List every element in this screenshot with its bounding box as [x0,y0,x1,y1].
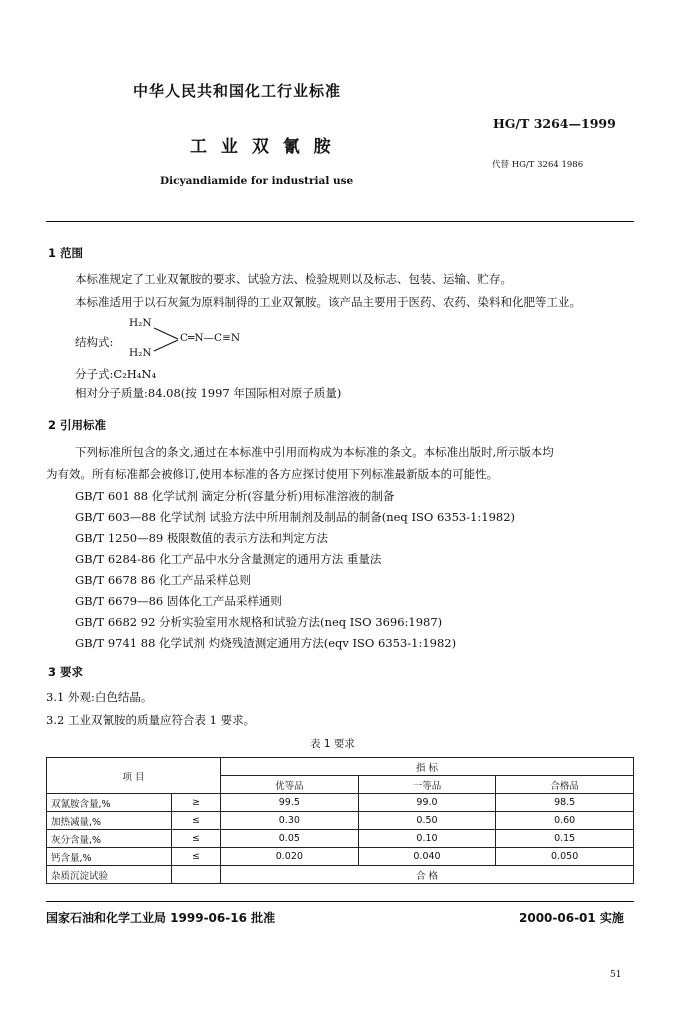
row-symbol: ≤ [172,812,221,830]
footer-rule [46,901,634,902]
structure-top-group: H₂N [129,317,152,329]
ref-item: GB/T 1250—89 极限数值的表示方法和判定方法 [75,531,328,545]
row-value: 0.50 [358,812,496,830]
structure-bottom-group: H₂N [129,347,152,359]
section-2-para-line-1: 下列标准所包含的条文,通过在本标准中引用而构成为本标准的条文。本标准出版时,所示版本均 [75,445,554,459]
effective-date: 2000-06-01 实施 [519,911,624,925]
row-item: 加热减量,% [47,812,172,830]
row-item: 杂质沉淀试验 [47,866,172,884]
row-value: 0.60 [496,812,634,830]
grade-header: 合格品 [496,776,634,794]
table-row [47,848,634,866]
section-1-para-2: 本标准适用于以石灰氮为原料制得的工业双氰胺。该产品主要用于医药、农药、染料和化肥等工业。 [75,295,581,309]
row-value: 0.10 [358,830,496,848]
ref-item: GB/T 9741 88 化学试剂 灼烧残渣测定通用方法(eqv ISO 6353-1:1982) [75,636,457,650]
requirements-table [46,757,634,884]
document-title: 工 业 双 氰 胺 [190,137,335,157]
row-value: 98.5 [496,794,634,812]
col-index-header: 指 标 [221,758,634,776]
grade-header: 一等品 [358,776,496,794]
page-number: 51 [610,970,622,980]
ref-item: GB/T 601 88 化学试剂 滴定分析(容量分析)用标准溶液的制备 [75,489,395,503]
ref-item: GB/T 603—88 化学试剂 试验方法中所用制剂及制品的制备(neq ISO 6353-1:1982) [75,510,516,524]
row-symbol: ≤ [172,830,221,848]
section-2-heading: 2 引用标准 [48,418,107,432]
row-item: 灰分含量,% [47,830,172,848]
row-item: 双氰胺含量,% [47,794,172,812]
row-value: 0.05 [221,830,359,848]
table-row [47,794,634,812]
table-row [47,812,634,830]
header-rule [46,221,634,222]
structure-chain: C═N—C≡N [180,332,241,344]
section-1-heading: 1 范围 [48,246,84,260]
ref-item: GB/T 6682 92 分析实验室用水规格和试验方法(neq ISO 3696:1987) [75,615,443,629]
section-1-para-1: 本标准规定了工业双氰胺的要求、试验方法、检验规则以及标志、包装、运输、贮存。 [75,272,512,286]
requirement-3-2: 3.2 工业双氰胺的质量应符合表 1 要求。 [46,713,256,727]
row-symbol: ≥ [172,794,221,812]
table-caption: 表 1 要求 [310,738,355,750]
grade-header: 优等品 [221,776,359,794]
row-value: 0.050 [496,848,634,866]
ref-item: GB/T 6284-86 化工产品中水分含量测定的通用方法 重量法 [75,552,382,566]
row-symbol: ≤ [172,848,221,866]
row-value: 0.040 [358,848,496,866]
molecular-formula: 分子式:C₂H₄N₄ [75,367,157,381]
ref-item: GB/T 6679—86 固体化工产品采样通则 [75,594,282,608]
requirement-3-1: 3.1 外观:白色结晶。 [46,690,153,704]
row-value: 0.15 [496,830,634,848]
table-row [47,830,634,848]
col-item-header: 项 目 [47,758,221,794]
table-row [47,866,634,884]
approval-line: 国家石油和化学工业局 1999-06-16 批准 [46,911,276,925]
replaces-note: 代替 HG/T 3264 1986 [492,160,584,170]
table-header-row [47,758,634,776]
row-symbol [172,866,221,884]
row-value: 0.30 [221,812,359,830]
ref-item: GB/T 6678 86 化工产品采样总则 [75,573,252,587]
row-value: 合 格 [221,866,634,884]
row-value: 99.5 [221,794,359,812]
standard-number: HG/T 3264—1999 [493,116,616,131]
english-title: Dicyandiamide for industrial use [160,175,354,187]
row-value: 0.020 [221,848,359,866]
row-value: 99.0 [358,794,496,812]
section-2-para-line-2: 为有效。所有标准都会被修订,使用本标准的各方应探讨使用下列标准最新版本的可能性。 [46,467,499,481]
section-3-heading: 3 要求 [48,665,84,679]
structure-label: 结构式: [75,335,114,349]
molecular-mass: 相对分子质量:84.08(按 1997 年国际相对原子质量) [75,386,342,400]
org-title: 中华人民共和国化工行业标准 [133,82,342,100]
row-item: 钙含量,% [47,848,172,866]
